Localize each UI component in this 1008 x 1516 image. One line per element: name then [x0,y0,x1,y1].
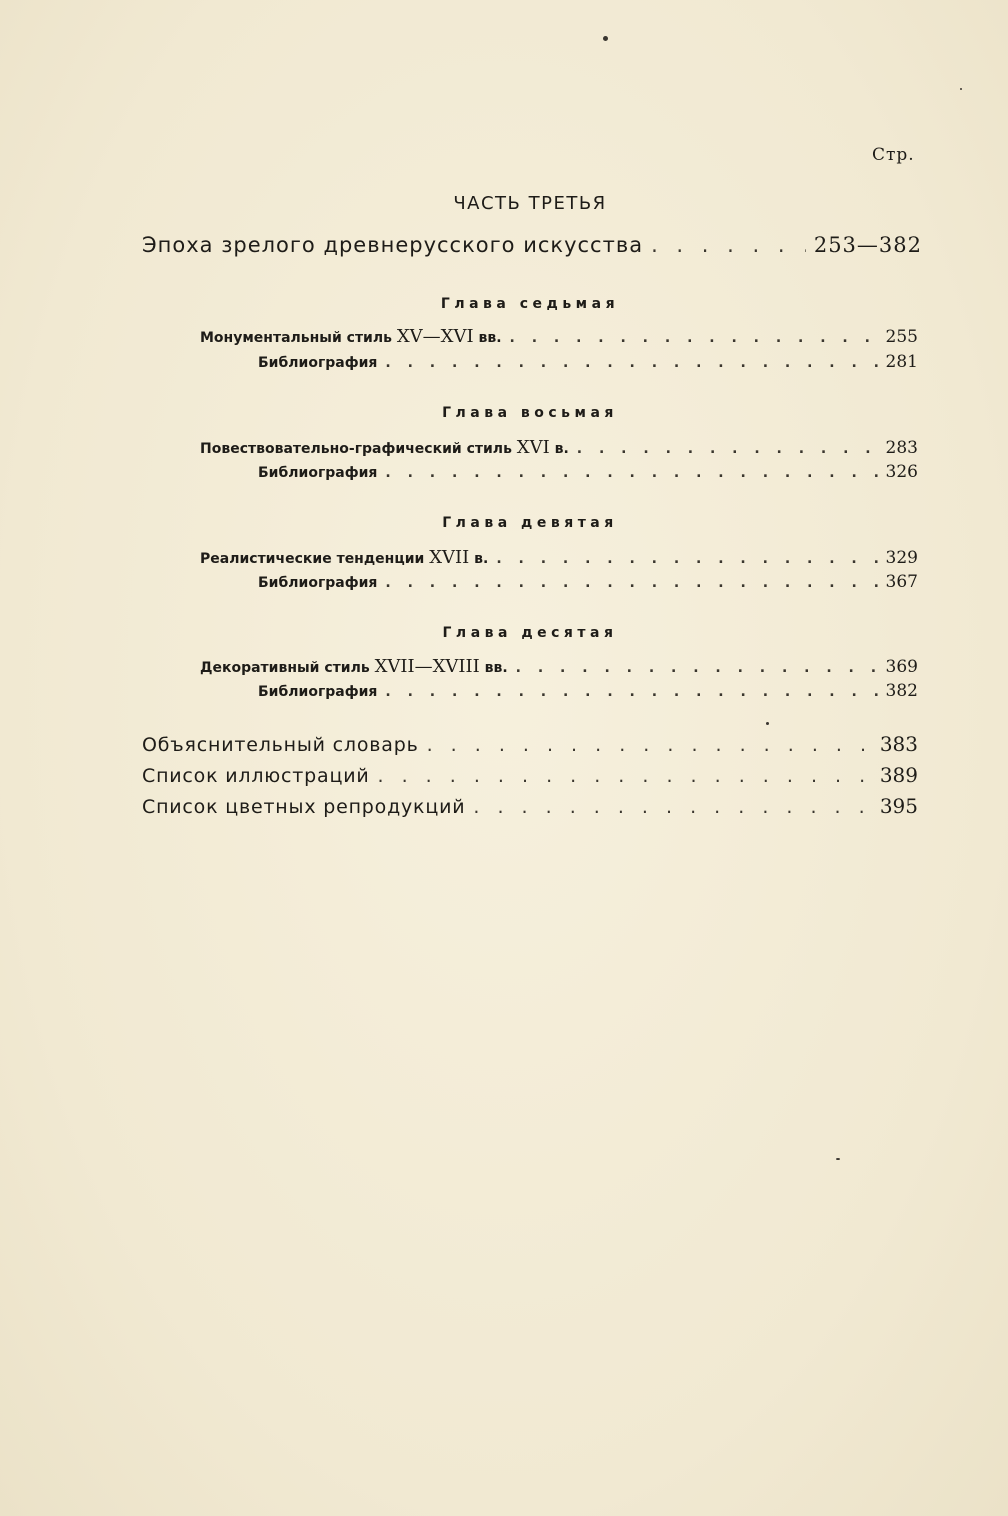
entry-page: 255 [885,327,918,347]
dot-leader [510,330,878,346]
bibliography-label: Библиография [258,575,378,591]
bibliography-page: 326 [885,462,918,482]
bibliography-entry[interactable] [258,572,918,592]
dot-leader [427,734,872,756]
dot-leader [385,684,877,700]
bibliography-entry[interactable] [258,352,918,372]
back-matter-page: 389 [879,763,918,787]
back-matter-entry[interactable] [142,794,918,818]
back-matter-label: Объяснительный словарь [142,734,419,756]
part-entry[interactable] [142,233,922,257]
print-speck [603,36,608,41]
bibliography-label: Библиография [258,684,378,700]
back-matter-entry[interactable] [142,763,918,787]
back-matter-page: 383 [879,732,918,756]
part-pages: 253—382 [813,233,922,257]
part-title: ЧАСТЬ ТРЕТЬЯ [453,193,607,214]
entry-title: Повествовательно-графический стиль XVI в. [200,437,569,458]
chapter-heading: Глава девятая [442,515,618,531]
print-speck [836,1158,840,1160]
chapter-heading: Глава восьмая [442,405,618,421]
dot-leader [496,551,877,567]
dot-leader [385,465,877,481]
bibliography-entry[interactable] [258,462,918,482]
chapter-heading: Глава седьмая [440,296,620,312]
chapter-entry[interactable] [200,437,918,458]
back-matter-label: Список цветных репродукций [142,796,466,818]
bibliography-label: Библиография [258,355,378,371]
entry-title: Декоративный стиль XVII—XVIII вв. [200,656,508,677]
entry-page: 283 [885,438,918,458]
bibliography-label: Библиография [258,465,378,481]
chapter-heading: Глава десятая [442,625,618,641]
entry-page: 329 [885,548,918,568]
dot-leader [473,796,871,818]
chapter-entry[interactable] [200,326,918,347]
entry-title: Реалистические тенденции XVII в. [200,547,489,568]
print-speck [766,722,769,725]
dot-leader [651,233,806,257]
print-speck [960,88,962,90]
entry-title: Монументальный стиль XV—XVI вв. [200,326,502,347]
bibliography-entry[interactable] [258,681,918,701]
bibliography-page: 382 [885,681,918,701]
back-matter-entry[interactable] [142,732,918,756]
back-matter-page: 395 [879,794,918,818]
dot-leader [385,355,877,371]
part-heading: Эпоха зрелого древнерусского искусства [142,233,644,257]
bibliography-page: 281 [885,352,918,372]
dot-leader [577,441,878,457]
back-matter-label: Список иллюстраций [142,765,370,787]
dot-leader [385,575,877,591]
dot-leader [378,765,872,787]
bibliography-page: 367 [885,572,918,592]
dot-leader [516,660,878,676]
page-column-label: Стр. [872,145,915,165]
chapter-entry[interactable] [200,656,918,677]
entry-page: 369 [885,657,918,677]
chapter-entry[interactable] [200,547,918,568]
